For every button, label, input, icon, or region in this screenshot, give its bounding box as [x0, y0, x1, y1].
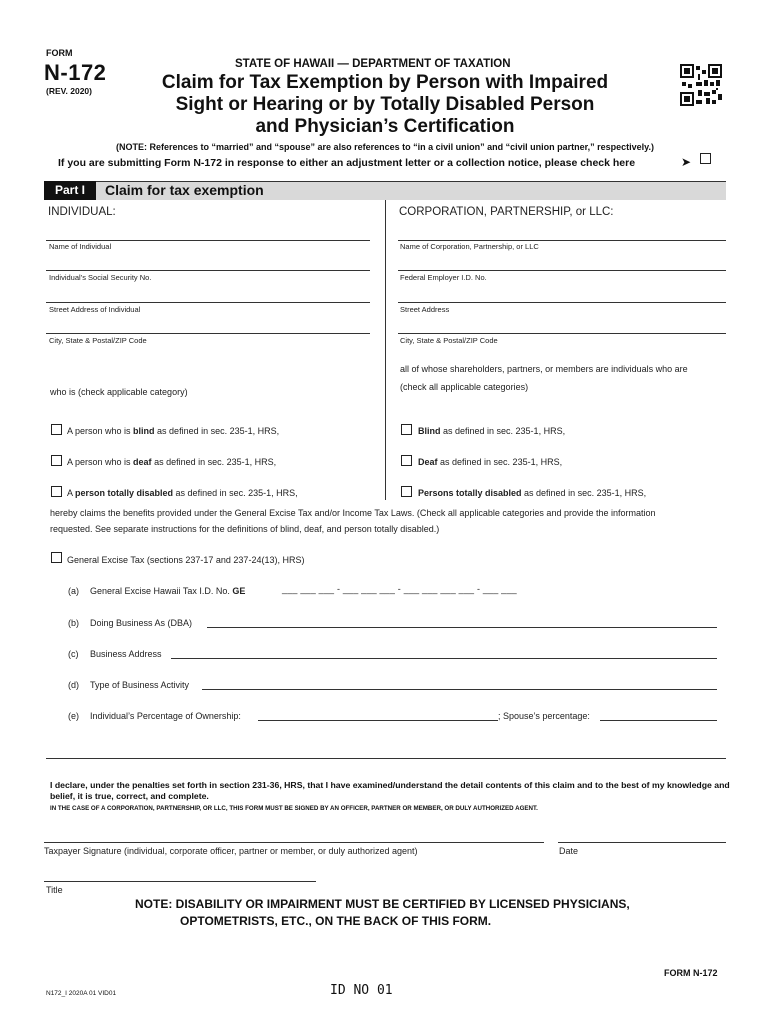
submitting-note: If you are submitting Form N-172 in response to either an adjustment letter or a collection notice, please check here — [58, 157, 636, 169]
form-number: N-172 — [44, 60, 107, 85]
individual-ssn-label: Individual’s Social Security No. — [49, 273, 152, 282]
individual-name-field[interactable] — [46, 240, 370, 241]
individual-city-label: City, State & Postal/ZIP Code — [49, 336, 147, 345]
version-id: N172_I 2020A 01 VID01 — [46, 990, 117, 997]
section-divider — [46, 758, 726, 759]
title-line-1: Claim for Tax Exemption by Person with Impaired — [161, 72, 609, 93]
qr-code-icon — [680, 64, 722, 106]
individual-disabled-checkbox[interactable] — [51, 486, 62, 497]
agency-name: STATE OF HAWAII — DEPARTMENT OF TAXATION — [235, 58, 511, 70]
get-d-label: Type of Business Activity — [90, 680, 190, 690]
get-tax-id-input[interactable]: ___ ___ ___ - ___ ___ ___ - ___ ___ ___ ___ - ___ ___ — [282, 584, 517, 594]
title-field[interactable] — [44, 881, 316, 882]
ownership-field[interactable] — [258, 720, 498, 721]
notice-checkbox[interactable] — [700, 153, 711, 164]
corp-deaf-label: Deaf as defined in sec. 235-1, HRS, — [418, 457, 563, 467]
individual-city-field[interactable] — [46, 333, 370, 334]
corp-blind-checkbox[interactable] — [401, 424, 412, 435]
corp-intro-2: (check all applicable categories) — [400, 382, 529, 392]
individual-blind-label: A person who is blind as defined in sec. 235-1, HRS, — [67, 426, 280, 436]
corp-blind-label: Blind as defined in sec. 235-1, HRS, — [418, 426, 566, 436]
individual-blind-checkbox[interactable] — [51, 424, 62, 435]
corp-disabled-checkbox[interactable] — [401, 486, 412, 497]
form-label: FORM — [46, 48, 73, 58]
date-label: Date — [559, 846, 579, 856]
date-field[interactable] — [558, 842, 726, 843]
individual-header: INDIVIDUAL: — [48, 206, 116, 218]
get-e-label: Individual’s Percentage of Ownership: — [90, 711, 241, 721]
individual-deaf-label: A person who is deaf as defined in sec. 235-1, HRS, — [67, 457, 277, 467]
spouse-percentage-field[interactable] — [600, 720, 717, 721]
signature-label: Taxpayer Signature (individual, corporate officer, partner or member, or duly authorized agent) — [44, 846, 418, 856]
individual-deaf-checkbox[interactable] — [51, 455, 62, 466]
part-title: Claim for tax exemption — [105, 182, 264, 198]
dba-field[interactable] — [207, 627, 717, 628]
part-tag: Part I — [44, 181, 96, 200]
corp-header: CORPORATION, PARTNERSHIP, or LLC: — [399, 206, 614, 218]
corp-address-label: Street Address — [400, 305, 450, 314]
declaration-text: I declare, under the penalties set forth in section 231-36, HRS, that I have examined/understand the detail contents of this claim and to the best of my knowledge and belief, it is true, correct, and complete. — [50, 780, 730, 801]
get-c-label: Business Address — [90, 649, 162, 659]
get-a-label: General Excise Hawaii Tax I.D. No. GE — [90, 586, 246, 596]
references-note: (NOTE: References to “married” and “spouse” are also references to “in a civil union” and “civil union partner,” respectively.) — [116, 142, 654, 152]
individual-address-label: Street Address of Individual — [49, 305, 141, 314]
form-footer-id: FORM N-172 — [664, 968, 718, 978]
individual-address-field[interactable] — [46, 302, 370, 303]
get-c-letter: (c) — [68, 649, 79, 659]
individual-intro: who is (check applicable category) — [50, 387, 188, 397]
corp-disabled-label: Persons totally disabled as defined in sec. 235-1, HRS, — [418, 488, 647, 498]
corp-deaf-checkbox[interactable] — [401, 455, 412, 466]
hereby-line-1: hereby claims the benefits provided under the General Excise Tax and/or Income Tax Laws. (Check all applicable categories and provide the information — [50, 508, 656, 518]
get-e-label-2: ; Spouse’s percentage: — [498, 711, 590, 721]
physician-note — [135, 896, 630, 930]
get-a-letter: (a) — [68, 586, 79, 596]
corp-intro-1: all of whose shareholders, partners, or members are individuals who are — [400, 364, 688, 374]
get-checkbox[interactable] — [51, 552, 62, 563]
signature-field[interactable] — [44, 842, 544, 843]
title-line-2: Sight or Hearing or by Totally Disabled Person — [175, 94, 595, 115]
hereby-line-2: requested. See separate instructions for the definitions of blind, deaf, and person totally disabled.) — [50, 524, 440, 534]
physician-note-line-1: NOTE: DISABILITY OR IMPAIRMENT MUST BE CERTIFIED BY LICENSED PHYSICIANS, — [135, 897, 630, 911]
get-d-letter: (d) — [68, 680, 79, 690]
column-divider — [385, 200, 386, 500]
get-e-letter: (e) — [68, 711, 79, 721]
business-address-field[interactable] — [171, 658, 717, 659]
corp-fein-label: Federal Employer I.D. No. — [400, 273, 487, 282]
corp-fein-field[interactable] — [398, 270, 726, 271]
get-b-label: Doing Business As (DBA) — [90, 618, 193, 628]
corp-address-field[interactable] — [398, 302, 726, 303]
corp-signature-note: IN THE CASE OF A CORPORATION, PARTNERSHIP, OR LLC, THIS FORM MUST BE SIGNED BY AN OFFICER, PARTNER OR MEMBER, OR DULY AUTHORIZED AGENT. — [50, 805, 538, 812]
page-title — [120, 72, 650, 138]
title-label: Title — [46, 885, 63, 895]
business-activity-field[interactable] — [202, 689, 717, 690]
get-label: General Excise Tax (sections 237-17 and 237-24(13), HRS) — [67, 555, 305, 565]
form-revision: (REV. 2020) — [46, 86, 92, 96]
corp-name-label: Name of Corporation, Partnership, or LLC — [400, 242, 539, 251]
arrow-right-icon: ➤ — [681, 155, 692, 169]
title-line-3: and Physician’s Certification — [255, 116, 515, 137]
corp-name-field[interactable] — [398, 240, 726, 241]
physician-note-line-2: OPTOMETRISTS, ETC., ON THE BACK OF THIS FORM. — [180, 914, 492, 928]
get-b-letter: (b) — [68, 618, 79, 628]
individual-disabled-label: A person totally disabled as defined in sec. 235-1, HRS, — [67, 488, 298, 498]
corp-city-label: City, State & Postal/ZIP Code — [400, 336, 498, 345]
id-number: ID NO 01 — [330, 983, 393, 998]
corp-city-field[interactable] — [398, 333, 726, 334]
individual-name-label: Name of Individual — [49, 242, 112, 251]
individual-ssn-field[interactable] — [46, 270, 370, 271]
